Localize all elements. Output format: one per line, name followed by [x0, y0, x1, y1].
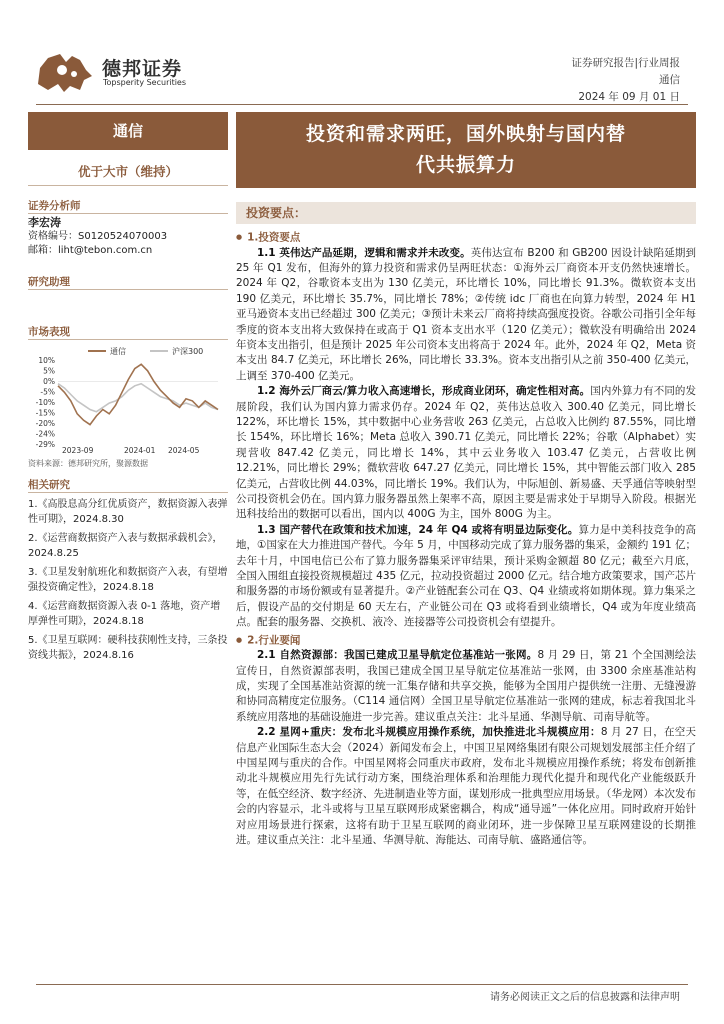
- related-item[interactable]: 4.《运营商数据资源入表 0-1 落地，资产增厚弹性可期》，2024.8.18: [28, 601, 221, 627]
- report-title: [236, 112, 696, 188]
- logo-text-en: Topsperity Securities: [103, 78, 187, 87]
- chart-source: 资料来源：德邦研究所，聚源数据: [28, 459, 148, 468]
- logo-text-cn: 德邦证券: [102, 58, 183, 80]
- related-section-title: 相关研究: [28, 477, 228, 493]
- paragraph: [236, 384, 696, 523]
- analyst-cert: 资格编号：S0120524070003: [28, 231, 168, 242]
- related-item[interactable]: 1.《高股息高分红优质资产，数据资源入表弹性可期》，2024.8.30: [28, 499, 228, 525]
- y-tick-label: -29%: [35, 440, 55, 449]
- related-item[interactable]: 2.《运营商数据资产入表与数据承载机会》，2024.8.25: [28, 533, 223, 559]
- analyst-section-title: 证券分析师: [28, 198, 228, 214]
- paragraph-text: 8 月 27 日，在空天信息产业国际生态大会（2024）新闻发布会上，中国卫星网络集团有限公司规划发展部主任介绍了中国星网与重庆的合作。中国星网将会同重庆市政府，发布北斗规模应用操作系统；将发布创新推动北斗规模应用先行先试行动方案，围绕治理体系和治理能力现代化提升和现代化产业能级跃升等，在低空经济、数字经济、先进制造业等方面，谋划形成一批典型应用场景。（华龙网）本次发布会的内容显示，北斗或将与卫星互联网形成紧密耦合，构成“通导遥”一体化应用。同时政府开始针对应用场景进行探索，这将有助于卫星互联网的商业闭环，进一步保障卫星互联网建设的长期推进。建议重点关注：北斗星通、华测导航、海能达、司南导航、盛路通信等。: [236, 726, 696, 847]
- related-list: [28, 497, 228, 663]
- paragraph: [236, 246, 696, 385]
- logo-icon: [36, 50, 94, 94]
- y-tick-label: 5%: [43, 366, 55, 376]
- y-tick-label: 0%: [43, 377, 55, 386]
- related-item[interactable]: 5.《卫星互联网：硬科技获刚性支持，三条投资线共振》，2024.8.16: [28, 635, 228, 661]
- rating-label: 优于大市（维持）: [28, 158, 228, 186]
- paragraph-lead: 1.3 国产替代在政策和技术加速，24 年 Q4 或将有明显边际变化。: [257, 523, 579, 536]
- y-tick-label: -24%: [35, 429, 55, 439]
- header-meta: [571, 55, 680, 106]
- paragraph-text: 国内外算力有不同的发展阶段，我们认为国内算力需求仍存。2024 年 Q2，英伟达总收入 300.40 亿美元，同比增长 122%，环比增长 15%，其中数据中心业务营收 263 亿美元，占总收入比例约 87.55%，同比增长 154%，环比增长 16%；Meta 总收入 390.71 亿美元，同比增长 22%；谷歌（Alphabet）实现营收 847.42 亿美元，同比增长 14%，其中云业务收入 103.47 亿美元，占营收比例 12.21%，同比增长 29%；微软营收 647.27 亿美元，同比增长 15%，其中智能云部门收入 285 亿美元，占营收比例 44.03%，同比增长 19%。我们认为，中际旭创、新易盛、天孚通信等映射型公司投资机会仍在。国内算力服务器虽然上架率不高，原因主要是需求处于早期导入阶段。根据光迅科技给出的数据可以看出，国内以 400G 为主，国外 800G 为主。: [236, 385, 697, 521]
- footer-disclaimer[interactable]: 请务必阅读正文之后的信息披露和法律声明: [490, 992, 680, 1003]
- report-title-line1: 投资和需求两旺，国外映射与国内替: [305, 123, 626, 145]
- header-divider: [36, 104, 688, 105]
- paragraph-text: 英伟达宣布 B200 和 GB200 因设计缺陷延期到 25 年 Q1 发布，但海外的算力投资和需求仍呈两旺状态：①海外云厂商资本开支仍然快速增长。2024 年 Q2，谷歌资本支出为 130 亿美元，环比增长 10%，同比增长 91.3%。微软资本支出 190 亿美元，环比增长 35.7%，同比增长 78%；②传统 idc 厂商也在向算力转型，2024 年 H1 亚马逊资本支出已经超过 300 亿美元；③预计未来云厂商将持续高强度投资。谷歌公司指引全年每季度的资本支出将大致保持在或高于 Q1 资本支出水平（120 亿美元）；微软没有明确给出 2024 年资本支出指引，但是预计 2025 年公司资本支出将高于 2024 年。此外，2024 年 Q2，Meta 资本支出 84.7 亿美元，环比增长 26%，同比增长 33.3%。资本支出指引从之前 350-400 亿美元，上调至 370-400 亿美元。: [236, 246, 696, 382]
- legend-label: 通信: [110, 347, 126, 356]
- report-title-line2: 代共振算力: [415, 154, 516, 176]
- x-tick-label: 2023-09: [62, 446, 94, 455]
- report-body: [236, 230, 696, 848]
- sector-label: 通信: [28, 112, 228, 150]
- paragraph-lead: 2.2 星网+重庆：发布北斗规模应用操作系统，加快推进北斗规模应用：: [257, 726, 601, 739]
- series-line: [58, 384, 218, 412]
- report-type: 证券研究报告|行业周报: [571, 57, 680, 69]
- section-heading: ● 2.行业要闻: [236, 633, 696, 649]
- series-line: [58, 364, 218, 424]
- market-chart-svg: [28, 344, 228, 456]
- paragraph-text: 算力是中美科技竞争的高地，①国家在大力推进国产替代。今年 5 月，中国移动完成了算力服务器的集采，金额约 191 亿；去年十月，中国电信已公布了算力服务器集采评审结果，预计采购金额超 80 亿元；截至六月底，全国入围组直接投资规模超过 435 亿元，拉动投资超过 2000 亿元。结合地方政策要求，国产芯片和服务器的市场份额或有显著提升。②产业链配套公司在 Q3、Q4 业绩或将如期体现。算力集采之后，假设产品的交付期是 60 天左右，产业链公司在 Q3 或将看到业绩增长，Q4 或为年度业绩高点。配套的服务器、交换机、液冷、连接器等公司投资机会有望提升。: [236, 523, 696, 629]
- y-tick-label: 10%: [38, 356, 55, 365]
- investment-points-title: 投资要点：: [236, 202, 696, 224]
- report-date: 2024 年 09 月 01 日: [578, 91, 680, 103]
- related-item[interactable]: 3.《卫星发射航班化和数据资产入表，有望增强投资确定性》，2024.8.18: [28, 567, 228, 593]
- y-tick-label: -20%: [35, 419, 55, 428]
- x-tick-label: 2024-05: [168, 446, 200, 455]
- company-logo: [36, 50, 196, 96]
- legend-label: 沪深300: [172, 347, 204, 356]
- left-sidebar: [28, 112, 228, 667]
- paragraph-lead: 1.2 海外云厂商云/算力收入高速增长，形成商业闭环，确定性相对高。: [257, 385, 591, 398]
- footer-divider: [36, 984, 688, 985]
- y-tick-label: -15%: [35, 408, 55, 418]
- assistant-section-title: 研究助理: [28, 274, 228, 290]
- market-chart: [28, 344, 228, 456]
- paragraph: [236, 523, 696, 631]
- analyst-info: [28, 216, 228, 258]
- main-content: [236, 112, 696, 848]
- report-industry: 通信: [659, 74, 680, 86]
- x-tick-label: 2024-01: [124, 446, 156, 455]
- paragraph-text: 8 月 29 日，第 21 个全国测绘法宣传日，自然资源部表明，我国已建成全国卫星导航定位基准站一张网，由 3300 余座基准站构成，实现了全国基准站资源的统一汇集存储和共享交换，能够为全国用户提供统一注册、无缝漫游和协同高精度定位服务。（C114 通信网）全国卫星导航定位基准站一张网的建成，标志着我国北斗系统应用落地的基础设施进一步完善。建议重点关注：北斗星通、华测导航、司南导航等。: [236, 649, 696, 723]
- paragraph-lead: 2.1 自然资源部：我国已建成卫星导航定位基准站一张网。: [257, 649, 538, 662]
- analyst-email[interactable]: 邮箱：liht@tebon.com.cn: [28, 245, 153, 256]
- paragraph-lead: 1.1 英伟达产品延期，逻辑和需求并未改变。: [257, 246, 471, 259]
- paragraph: [236, 725, 696, 848]
- market-section-title: 市场表现: [28, 324, 228, 340]
- analyst-name: 李宏涛: [28, 216, 61, 229]
- y-tick-label: -5%: [40, 387, 55, 397]
- paragraph: [236, 648, 696, 725]
- section-heading: ● 1.投资要点: [236, 230, 696, 246]
- y-tick-label: -10%: [35, 398, 55, 407]
